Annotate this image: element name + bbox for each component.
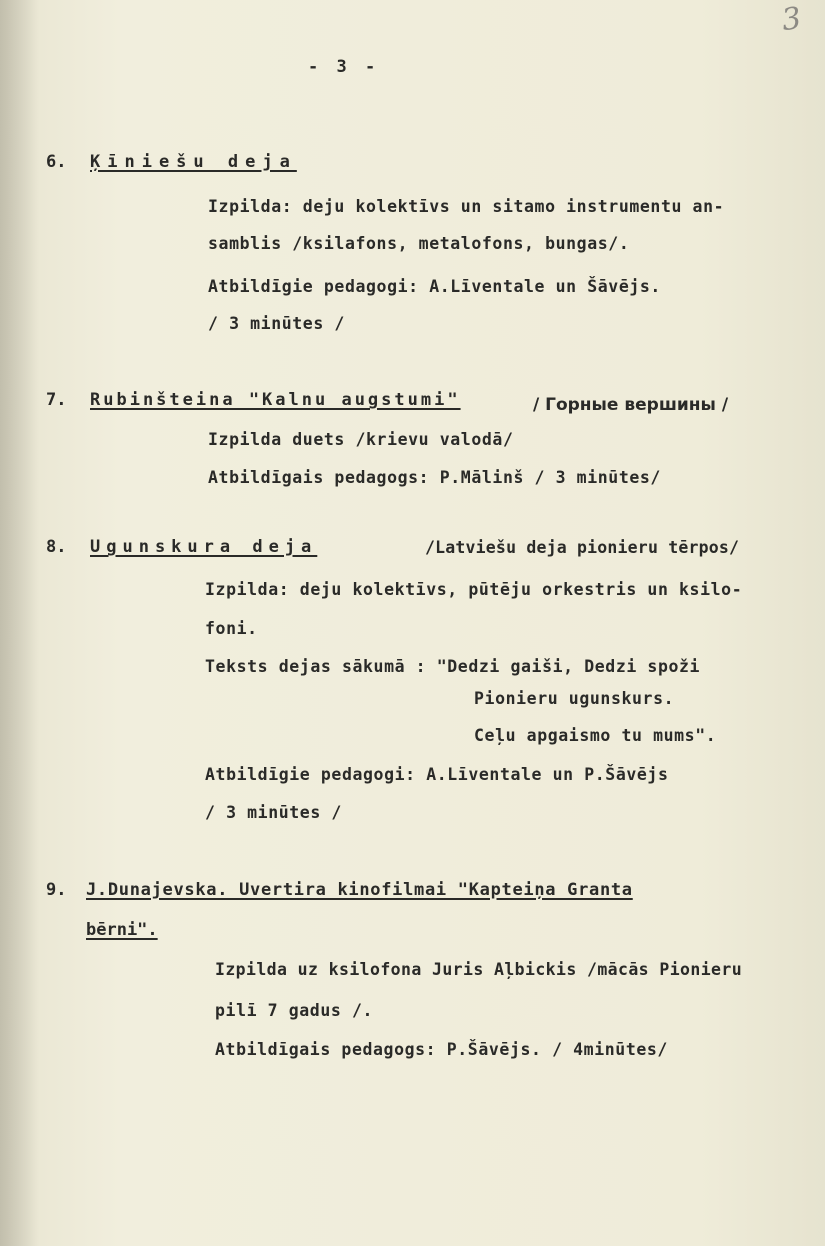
item-9-line-1: Izpilda uz ksilofona Juris Aļbickis /mācās Pionieru [215, 960, 743, 979]
item-6-title: Ķīniešu deja [90, 152, 297, 172]
item-6-line-1: Izpilda: deju kolektīvs un sitamo instrumentu an- [208, 197, 725, 216]
page-edge-shadow [0, 0, 38, 1246]
item-7-number: 7. [46, 390, 67, 410]
item-8-line-2: foni. [205, 619, 258, 638]
item-8-line-5: Ceļu apgaismo tu mums". [474, 726, 717, 745]
item-9-number: 9. [46, 880, 67, 900]
item-8-line-4: Pionieru ugunskurs. [474, 689, 675, 708]
item-9-title: J.Dunajevska. Uvertira kinofilmai "Kapteiņa Granta [86, 880, 633, 900]
item-8-title-suffix: /Latviešu deja pionieru tērpos/ [425, 538, 740, 557]
item-9-title-continued: bērni". [86, 920, 158, 940]
item-7-line-2: Atbildīgais pedagogs: P.Mālinš / 3 minūtes/ [208, 468, 661, 487]
item-9-line-2: pilī 7 gadus /. [215, 1001, 374, 1020]
item-7-title-suffix: / Горные вершины / [533, 395, 729, 415]
item-6-line-2: samblis /ksilafons, metalofons, bungas/. [208, 234, 630, 253]
page-number: - 3 - [308, 57, 380, 77]
item-6-line-3: Atbildīgie pedagogi: A.Līventale un Šāvējs. [208, 277, 661, 296]
item-7-line-1: Izpilda duets /krievu valodā/ [208, 430, 514, 449]
item-8-number: 8. [46, 537, 67, 557]
item-8-title: Ugunskura deja [90, 537, 318, 557]
item-6-line-4: / 3 minūtes / [208, 314, 345, 333]
item-9-line-3: Atbildīgais pedagogs: P.Šāvējs. / 4minūtes/ [215, 1040, 668, 1059]
item-8-line-3: Teksts dejas sākumā : "Dedzi gaiši, Dedzi spoži [205, 657, 701, 676]
item-6-number: 6. [46, 152, 67, 172]
item-7-title: Rubinšteina "Kalnu augstumi" [90, 390, 461, 410]
item-8-line-6: Atbildīgie pedagogi: A.Līventale un P.Šāvējs [205, 765, 669, 784]
item-8-line-7: / 3 minūtes / [205, 803, 342, 822]
corner-page-number: 3 [779, 0, 804, 39]
item-8-line-1: Izpilda: deju kolektīvs, pūtēju orkestris un ksilo- [205, 580, 743, 599]
